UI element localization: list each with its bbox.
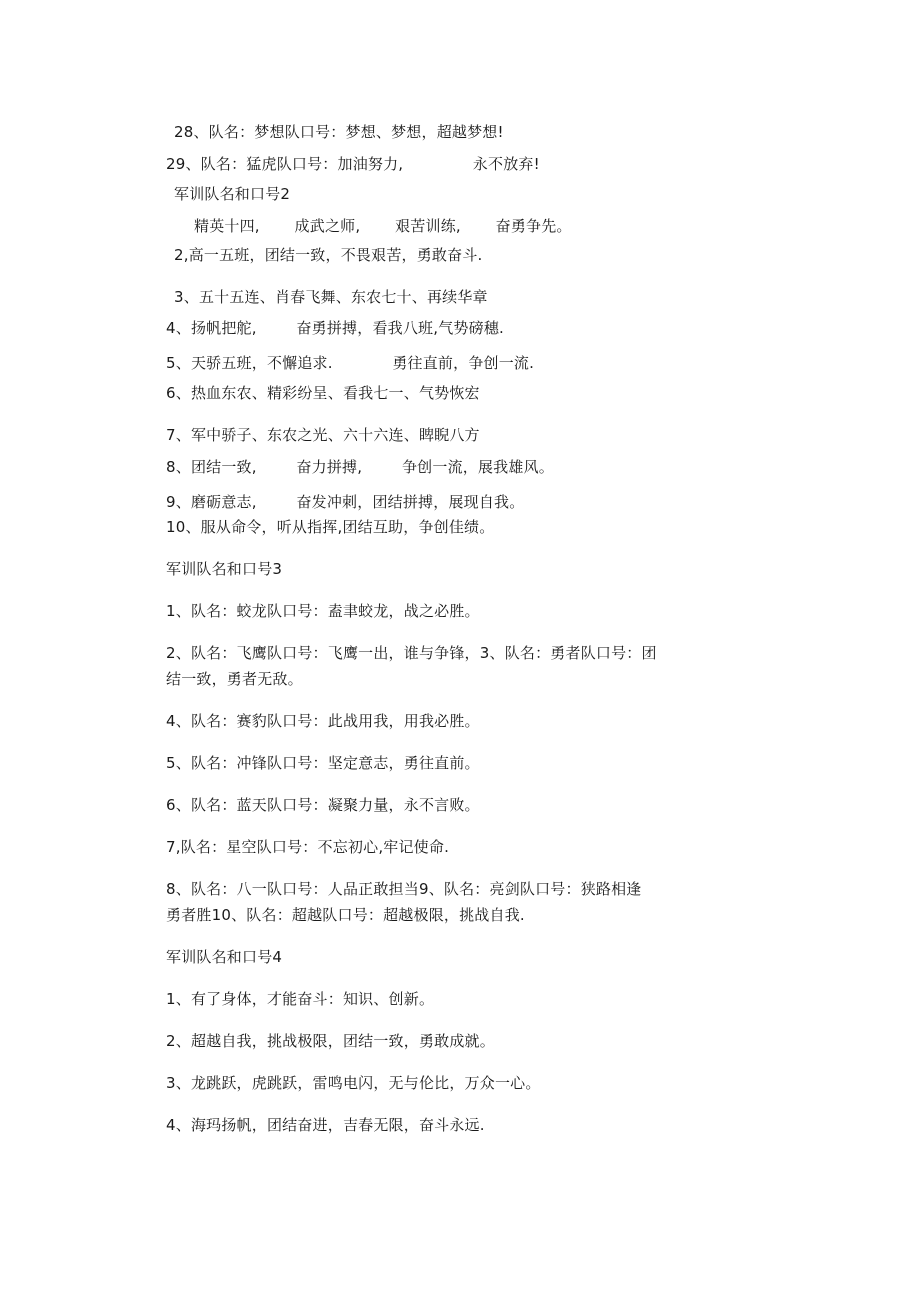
section-heading: 军训队名和口号2: [174, 185, 291, 203]
text-line: 7,队名：星空队口号：不忘初心,牢记使命.: [166, 838, 450, 856]
text-line: 6、队名：蓝天队口号：凝聚力量，永不言败。: [166, 796, 480, 814]
text-line: 7、军中骄子、东农之光、六十六连、睥睨八方: [166, 426, 480, 444]
text-line: 2,高一五班，团结一致，不畏艰苦，勇敢奋斗.: [174, 246, 483, 264]
text-line: 9、磨砺意志, 奋发冲刺，团结拼搏，展现自我。: [166, 493, 525, 511]
section-heading: 军训队名和口号3: [166, 560, 283, 578]
text-line: 10、服从命令，听从指挥,团结互助，争创佳绩。: [166, 518, 495, 536]
text-line: 6、热血东农、精彩纷呈、看我七一、气势恢宏: [166, 384, 480, 402]
text-line: 3、龙跳跃，虎跳跃，雷鸣电闪，无与伦比，万众一心。: [166, 1074, 541, 1092]
text-line: 3、五十五连、肖春飞舞、东农七十、再续华章: [174, 288, 488, 306]
text-line: 1、队名：蛟龙队口号：盍聿蛟龙，战之必胜。: [166, 602, 480, 620]
text-line: 精英十四, 成武之师, 艰苦训练, 奋勇争先。: [194, 217, 572, 235]
text-line: 2、队名：飞鹰队口号：飞鹰一出，谁与争锋，3、队名：勇者队口号：团: [166, 644, 657, 662]
text-line: 28、队名：梦想队口号：梦想、梦想，超越梦想!: [174, 123, 504, 141]
text-line: 1、有了身体，才能奋斗：知识、创新。: [166, 990, 435, 1008]
text-line: 4、队名：赛豹队口号：此战用我，用我必胜。: [166, 712, 480, 730]
text-line: 8、队名：八一队口号：人品正敢担当9、队名：亮剑队口号：狭路相逢: [166, 880, 642, 898]
text-line: 5、队名：冲锋队口号：坚定意志，勇往直前。: [166, 754, 480, 772]
text-line: 4、海玛扬帆，团结奋进，吉春无限，奋斗永远.: [166, 1116, 485, 1134]
text-line: 2、超越自我，挑战极限，团结一致，勇敢成就。: [166, 1032, 495, 1050]
section-heading: 军训队名和口号4: [166, 948, 283, 966]
text-line: 4、扬帆把舵, 奋勇拼搏，看我八班,气势磅穗.: [166, 319, 504, 337]
text-line: 勇者胜10、队名：超越队口号：超越极限，挑战自我.: [166, 906, 525, 924]
text-line: 结一致，勇者无敌。: [166, 670, 303, 688]
text-line: 5、天骄五班，不懈追求. 勇往直前，争创一流.: [166, 354, 535, 372]
text-line: 29、队名：猛虎队口号：加油努力, 永不放弃!: [166, 155, 540, 173]
text-line: 8、团结一致, 奋力拼搏, 争创一流，展我雄风。: [166, 458, 554, 476]
